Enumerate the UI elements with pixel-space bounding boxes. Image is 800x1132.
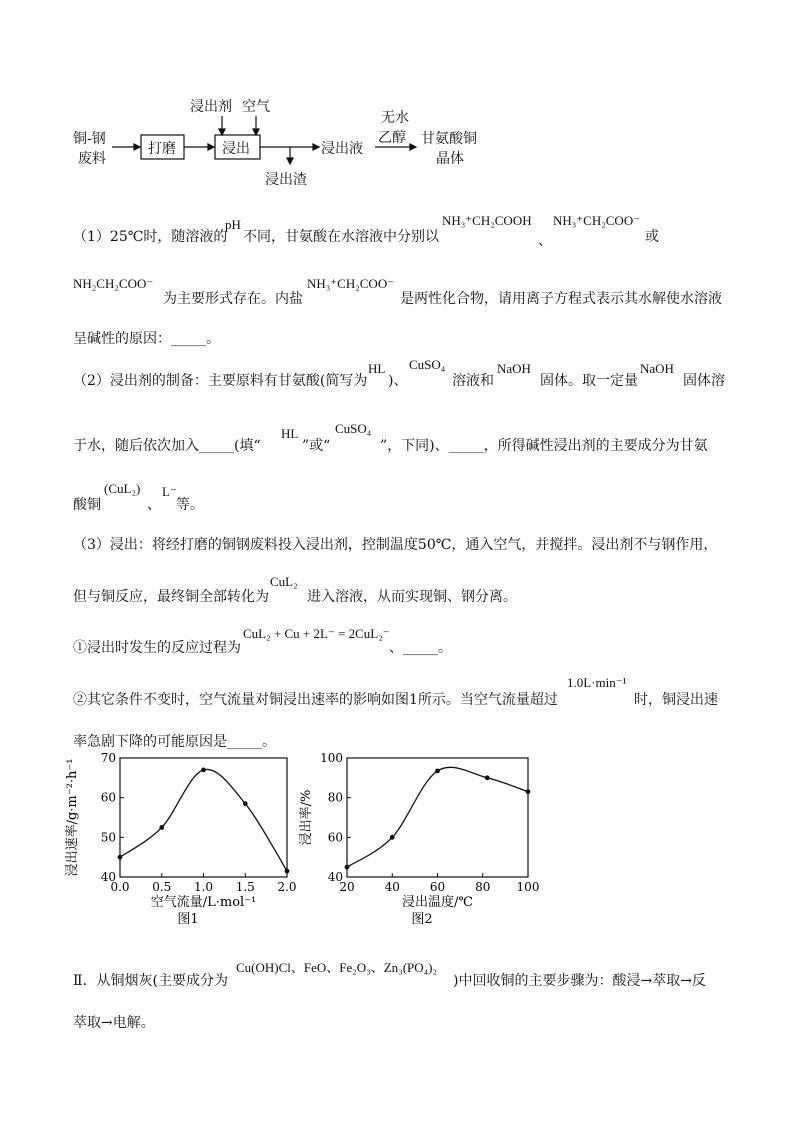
q2-text-e: 固体溶 — [683, 373, 725, 389]
flow-solvent-line1: 无水 — [381, 110, 409, 126]
x-tick-label: 20 — [339, 880, 355, 894]
part2-text-a: Ⅱ．从铜烟灰(主要成分为 — [73, 973, 228, 989]
q1-text-b: 不同，甘氨酸在水溶液中分别以 — [243, 229, 439, 245]
q2-hl: HL — [368, 361, 386, 376]
q1-text-a: （1）25℃时，随溶液的 — [73, 229, 228, 245]
x-tick-label: 60 — [429, 880, 446, 894]
data-point — [243, 801, 248, 806]
y-tick-label: 60 — [327, 830, 343, 845]
figure-2-chart — [292, 745, 552, 935]
x-tick-label: 1.0 — [193, 880, 214, 894]
q2-text-d: 固体。取一定量 — [540, 373, 638, 389]
q2-cul2: (CuL₂) — [104, 481, 141, 496]
q2-cuso4: CuSO₄ — [409, 357, 446, 372]
flow-air-label: 空气 — [242, 99, 270, 115]
q1-formula-4: NH₃⁺CH₂COO⁻ — [307, 276, 395, 291]
x-tick-label: 40 — [384, 880, 400, 894]
q2-text-f: 于水，随后依次加入_____(填“ — [73, 438, 261, 454]
x-tick-label: 0.0 — [110, 880, 130, 894]
flow-residue-label: 浸出渣 — [265, 172, 307, 188]
plot-frame — [347, 758, 528, 877]
q2-naoh-2: NaOH — [640, 361, 674, 376]
q2-text-h: ”，下同)、_____，所得碱性浸出剂的主要成分为甘氨 — [380, 438, 708, 454]
flow-leachate-label: 浸出液 — [321, 141, 363, 157]
q1-text-e: 呈碱性的原因：_____。 — [73, 331, 220, 347]
q1-ph: pH — [225, 217, 241, 232]
q3-cul2: CuL₂ — [270, 574, 298, 589]
q3-equation: CuL₂ + Cu + 2L⁻ = 2CuL₂⁻ — [243, 626, 390, 641]
q2-cuso4-2: CuSO₄ — [335, 421, 372, 436]
y-tick-label: 100 — [320, 751, 343, 765]
x-axis-label: 空气流量/L·mol⁻¹ — [150, 895, 257, 910]
q3-step1-text: ①浸出时发生的反应过程为 — [73, 640, 241, 656]
data-point — [201, 768, 206, 773]
y-tick-label: 70 — [100, 751, 116, 765]
y-tick-label: 80 — [327, 790, 343, 805]
flow-leach-label: 浸出 — [222, 141, 250, 157]
q3-step1-blank: 、_____。 — [389, 640, 452, 656]
part2-text-c: 萃取→电解。 — [73, 1015, 155, 1031]
data-point — [345, 865, 350, 870]
y-tick-label: 40 — [100, 870, 116, 884]
flow-reagent-label: 浸出剂 — [190, 99, 232, 115]
q1-or: 或 — [645, 229, 659, 245]
q3-step2-text: ②其它条件不变时，空气流量对铜浸出速率的影响如图1所示。当空气流量超过 — [73, 692, 558, 708]
x-tick-label: 80 — [475, 880, 491, 894]
data-point — [485, 775, 490, 780]
y-tick-label: 50 — [100, 830, 116, 845]
q2-hl-2: HL — [281, 426, 299, 441]
series-line — [347, 767, 528, 867]
q3-text-a: （3）浸出：将经打磨的铜钢废料投入浸出剂，控制温度50℃，通入空气，并搅拌。浸出剂不与钢作用， — [73, 537, 718, 553]
flow-solvent-line2: 乙醇 — [378, 130, 406, 146]
q2-naoh: NaOH — [497, 361, 531, 376]
data-point — [526, 789, 531, 794]
q3-text-b: 但与铜反应，最终铜全部转化为 — [73, 589, 269, 605]
q2-text-a: （2）浸出剂的制备：主要原料有甘氨酸(简写为 — [73, 373, 368, 389]
data-point — [118, 855, 123, 860]
q3-step2-text-b: 时，铜浸出速 — [634, 692, 718, 708]
q2-text-b: )、 — [388, 373, 408, 389]
data-point — [435, 768, 440, 773]
q3-text-c: 进入溶液，从而实现铜、钢分离。 — [307, 589, 517, 605]
flow-product-line1: 甘氨酸铜 — [421, 131, 477, 147]
q1-text-c: 为主要形式存在。内盐 — [163, 291, 303, 307]
x-tick-label: 100 — [516, 880, 540, 894]
q1-separator: 、 — [538, 233, 552, 249]
y-axis-label: 浸出率/% — [299, 789, 314, 846]
flow-input-line2: 废料 — [78, 151, 106, 167]
part2-formula: Cu(OH)Cl、FeO、Fe₂O₃、Zn₃(PO₄)₂ — [236, 960, 438, 975]
y-axis-label: 浸出速率/g·m⁻²·h⁻¹ — [65, 758, 80, 877]
data-point — [159, 825, 164, 830]
x-tick-label: 0.5 — [152, 880, 172, 894]
q2-text-c: 溶液和 — [452, 373, 494, 389]
q2-text-k: 等。 — [176, 497, 204, 513]
q2-text-i: 酸铜 — [73, 497, 101, 513]
q1-formula-3: NH₂CH₂COO⁻ — [73, 276, 154, 291]
x-axis-label: 浸出温度/℃ — [402, 895, 473, 910]
data-point — [285, 869, 290, 874]
flow-diagram — [0, 0, 800, 200]
q3-flow-value: 1.0L·min⁻¹ — [567, 675, 627, 690]
q2-text-g: ”或“ — [302, 438, 331, 454]
q1-formula-1: NH₃⁺CH₂COOH — [442, 213, 532, 228]
q3-step2-text-c: 率急剧下降的可能原因是_____。 — [73, 734, 276, 750]
figure-caption: 图1 — [177, 912, 199, 927]
flow-product-line2: 晶体 — [436, 151, 464, 167]
plot-frame — [120, 758, 287, 877]
q1-text-d: 是两性化合物，请用离子方程式表示其水解使水溶液 — [400, 291, 722, 307]
q2-text-j: 、 — [147, 497, 161, 513]
figure-caption: 图2 — [411, 912, 433, 927]
x-tick-label: 1.5 — [235, 880, 255, 894]
flow-grind-label: 打磨 — [148, 141, 176, 157]
y-tick-label: 40 — [327, 870, 343, 884]
q1-formula-2: NH₃⁺CH₂COO⁻ — [553, 213, 641, 228]
part2-text-b: )中回收铜的主要步骤为：酸浸→萃取→反 — [453, 973, 706, 989]
y-tick-label: 60 — [100, 790, 116, 805]
data-point — [390, 835, 395, 840]
q2-l-minus: L⁻ — [162, 484, 177, 499]
flow-input-line1: 铜-钢 — [73, 131, 106, 147]
series-line — [120, 769, 287, 871]
x-tick-label: 2.0 — [277, 880, 297, 894]
figure-1-chart — [60, 745, 310, 935]
